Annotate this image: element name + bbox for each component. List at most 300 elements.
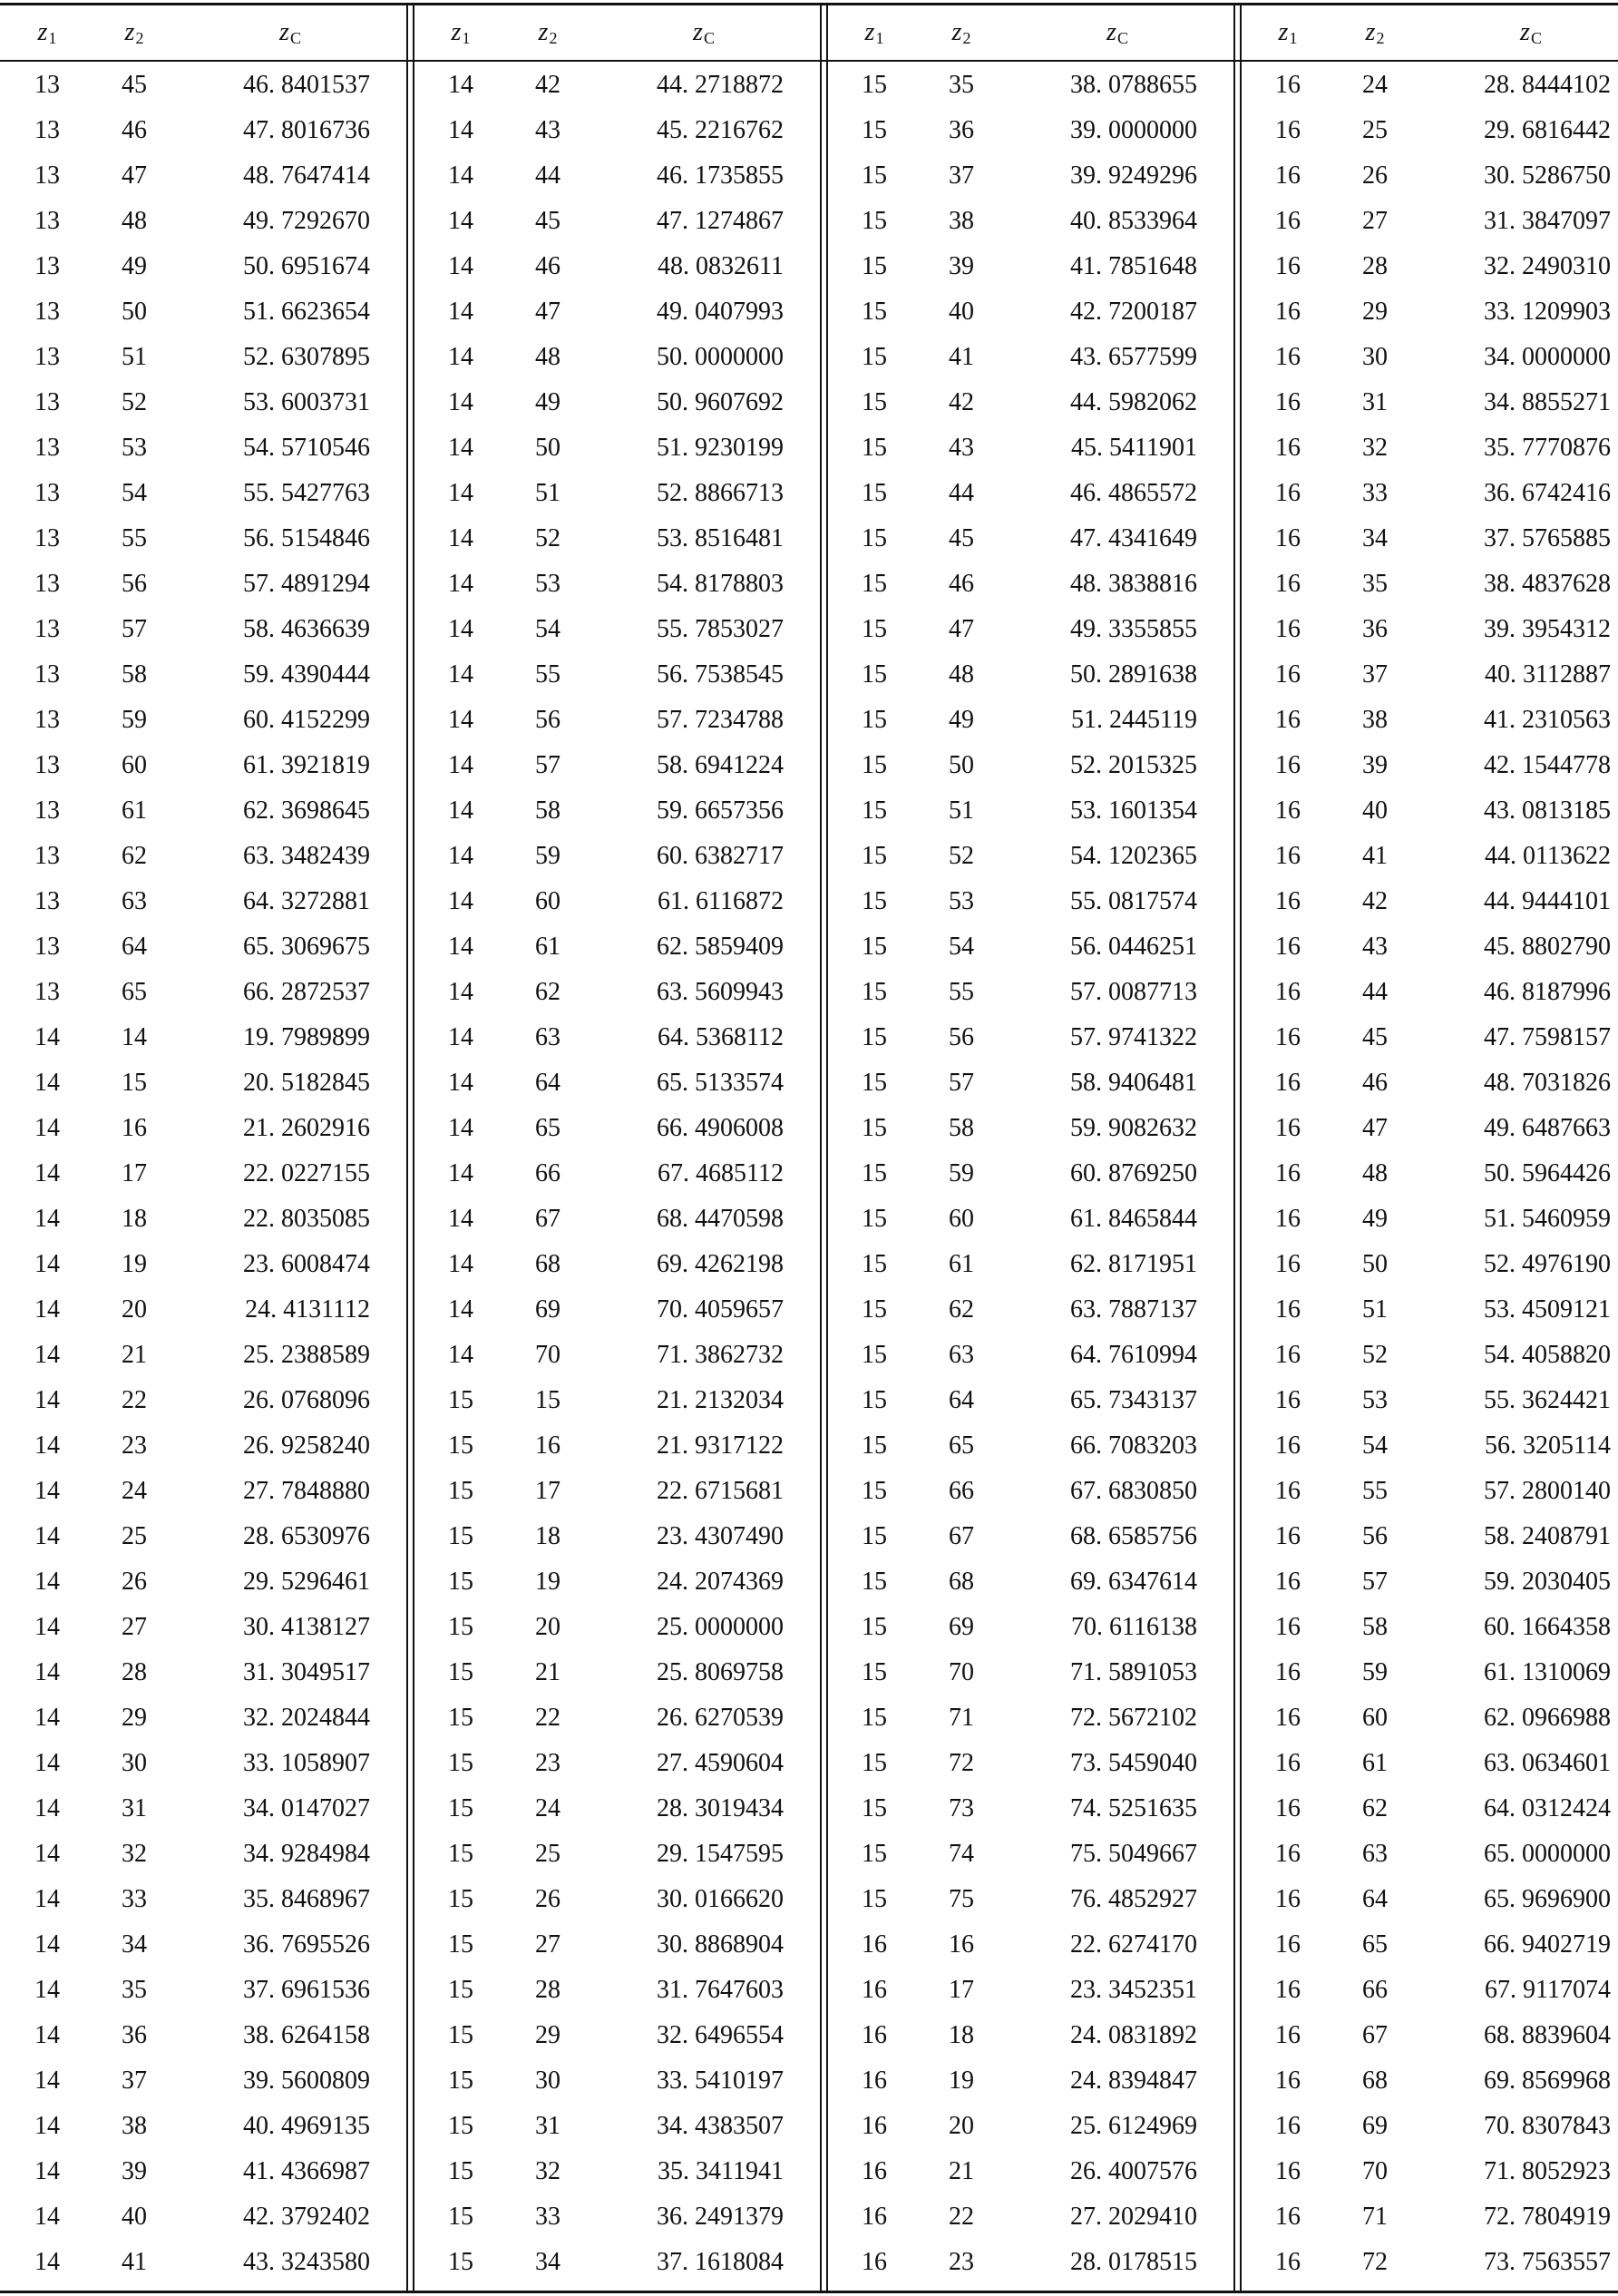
cell-z2: 67 bbox=[535, 1205, 560, 1233]
cell-zc: 58. 4636639 bbox=[243, 615, 370, 643]
cell-z1: 16 bbox=[1275, 660, 1301, 689]
cell-z1: 14 bbox=[34, 1295, 60, 1324]
cell-z1: 16 bbox=[1275, 842, 1301, 870]
cell-z2: 20 bbox=[535, 1613, 560, 1641]
cell-z1: 14 bbox=[34, 1658, 60, 1686]
cell-z2: 66 bbox=[535, 1159, 560, 1187]
cell-z1: 14 bbox=[448, 706, 473, 734]
cell-zc: 55. 0817574 bbox=[1070, 887, 1197, 915]
cell-zc: 71. 5891053 bbox=[1070, 1658, 1197, 1686]
cell-zc: 26. 6270539 bbox=[657, 1704, 784, 1732]
cell-zc: 44. 9444101 bbox=[1484, 887, 1611, 915]
cell-z2: 34 bbox=[1362, 524, 1388, 552]
cell-z1: 14 bbox=[448, 1295, 473, 1324]
cell-zc: 48. 0832611 bbox=[658, 252, 784, 280]
cell-z2: 58 bbox=[1362, 1613, 1388, 1641]
cell-zc: 40. 4969135 bbox=[243, 2112, 370, 2140]
cell-z1: 15 bbox=[448, 1976, 473, 2004]
cell-zc: 71. 3862732 bbox=[657, 1341, 784, 1369]
cell-z1: 16 bbox=[1275, 1568, 1301, 1596]
cell-zc: 42. 3792402 bbox=[243, 2203, 370, 2231]
cell-zc: 57. 7234788 bbox=[657, 706, 784, 734]
cell-z1: 14 bbox=[448, 1023, 473, 1051]
cell-z1: 14 bbox=[34, 1930, 60, 1959]
cell-z2: 15 bbox=[122, 1069, 147, 1097]
cell-z1: 13 bbox=[34, 796, 60, 825]
cell-z2: 61 bbox=[535, 933, 560, 961]
block-separator bbox=[820, 4, 822, 2292]
cell-z1: 16 bbox=[862, 2021, 887, 2049]
cell-z1: 14 bbox=[34, 1159, 60, 1187]
cell-z1: 16 bbox=[1275, 2021, 1301, 2049]
cell-z2: 21 bbox=[949, 2157, 974, 2185]
cell-zc: 31. 3049517 bbox=[243, 1658, 370, 1686]
cell-zc: 22. 0227155 bbox=[243, 1159, 370, 1187]
cell-z1: 14 bbox=[34, 2066, 60, 2095]
cell-zc: 24. 4131112 bbox=[245, 1295, 370, 1324]
cell-z1: 15 bbox=[448, 2248, 473, 2276]
cell-z1: 15 bbox=[862, 1386, 887, 1414]
cell-zc: 30. 4138127 bbox=[243, 1613, 370, 1641]
cell-z1: 16 bbox=[1275, 479, 1301, 507]
cell-z2: 15 bbox=[535, 1386, 560, 1414]
cell-z2: 42 bbox=[949, 388, 974, 416]
cell-z2: 71 bbox=[1362, 2203, 1388, 2231]
cell-z2: 58 bbox=[535, 796, 560, 825]
cell-zc: 25. 2388589 bbox=[243, 1341, 370, 1369]
cell-zc: 34. 4383507 bbox=[657, 2112, 784, 2140]
cell-z2: 53 bbox=[1362, 1386, 1388, 1414]
cell-z2: 35 bbox=[122, 1976, 147, 2004]
cell-z1: 14 bbox=[448, 887, 473, 915]
cell-z2: 50 bbox=[122, 298, 147, 326]
cell-z2: 70 bbox=[1362, 2157, 1388, 2185]
cell-z1: 14 bbox=[448, 343, 473, 371]
block-separator bbox=[1233, 4, 1235, 2292]
cell-z2: 62 bbox=[535, 978, 560, 1006]
cell-zc: 26. 0768096 bbox=[243, 1386, 370, 1414]
cell-zc: 33. 5410197 bbox=[657, 2066, 784, 2095]
cell-zc: 52. 2015325 bbox=[1070, 751, 1197, 779]
cell-z2: 36 bbox=[122, 2021, 147, 2049]
cell-z2: 64 bbox=[949, 1386, 974, 1414]
cell-zc: 44. 0113622 bbox=[1485, 842, 1611, 870]
cell-z1: 15 bbox=[862, 524, 887, 552]
cell-z2: 54 bbox=[122, 479, 147, 507]
cell-zc: 21. 2132034 bbox=[657, 1386, 784, 1414]
cell-zc: 50. 2891638 bbox=[1070, 660, 1197, 689]
cell-zc: 39. 5600809 bbox=[243, 2066, 370, 2095]
cell-z2: 32 bbox=[1362, 434, 1388, 462]
cell-z2: 48 bbox=[122, 207, 147, 235]
cell-z1: 14 bbox=[34, 1114, 60, 1142]
cell-z1: 16 bbox=[1275, 1749, 1301, 1777]
cell-z2: 28 bbox=[1362, 252, 1388, 280]
cell-z1: 15 bbox=[862, 1749, 887, 1777]
cell-z2: 47 bbox=[122, 161, 147, 190]
cell-z2: 45 bbox=[122, 71, 147, 99]
cell-z1: 13 bbox=[34, 978, 60, 1006]
cell-z2: 30 bbox=[535, 2066, 560, 2095]
cell-z1: 13 bbox=[34, 842, 60, 870]
cell-z1: 14 bbox=[448, 615, 473, 643]
cell-zc: 62. 0966988 bbox=[1484, 1704, 1611, 1732]
cell-zc: 70. 4059657 bbox=[657, 1295, 784, 1324]
cell-zc: 47. 7598157 bbox=[1484, 1023, 1611, 1051]
cell-zc: 53. 4509121 bbox=[1484, 1295, 1611, 1324]
cell-z2: 30 bbox=[122, 1749, 147, 1777]
cell-zc: 29. 5296461 bbox=[243, 1568, 370, 1596]
cell-z2: 27 bbox=[535, 1930, 560, 1959]
cell-zc: 63. 0634601 bbox=[1484, 1749, 1611, 1777]
cell-z1: 16 bbox=[862, 2203, 887, 2231]
cell-z1: 14 bbox=[34, 1341, 60, 1369]
cell-z1: 15 bbox=[862, 887, 887, 915]
cell-zc: 61. 3921819 bbox=[243, 751, 370, 779]
cell-zc: 65. 7343137 bbox=[1070, 1386, 1197, 1414]
cell-zc: 55. 7853027 bbox=[657, 615, 784, 643]
cell-z1: 15 bbox=[448, 1930, 473, 1959]
cell-z1: 15 bbox=[862, 1840, 887, 1868]
header-zc: $z_C$ bbox=[1520, 18, 1542, 47]
cell-zc: 49. 0407993 bbox=[657, 298, 784, 326]
cell-zc: 28. 0178515 bbox=[1070, 2248, 1197, 2276]
cell-zc: 64. 7610994 bbox=[1070, 1341, 1197, 1369]
block-separator bbox=[826, 4, 828, 2292]
cell-zc: 34. 8855271 bbox=[1484, 388, 1611, 416]
cell-z2: 37 bbox=[949, 161, 974, 190]
cell-z2: 21 bbox=[122, 1341, 147, 1369]
cell-zc: 24. 0831892 bbox=[1070, 2021, 1197, 2049]
cell-zc: 60. 4152299 bbox=[243, 706, 370, 734]
cell-z2: 65 bbox=[122, 978, 147, 1006]
cell-z2: 58 bbox=[949, 1114, 974, 1142]
cell-z1: 14 bbox=[448, 933, 473, 961]
cell-zc: 65. 5133574 bbox=[657, 1069, 784, 1097]
cell-z1: 14 bbox=[34, 1976, 60, 2004]
cell-z1: 15 bbox=[448, 1885, 473, 1913]
cell-z2: 60 bbox=[1362, 1704, 1388, 1732]
cell-z2: 24 bbox=[535, 1794, 560, 1822]
cell-z1: 16 bbox=[1275, 1885, 1301, 1913]
cell-zc: 73. 5459040 bbox=[1070, 1749, 1197, 1777]
cell-z2: 56 bbox=[949, 1023, 974, 1051]
cell-z1: 15 bbox=[448, 2021, 473, 2049]
cell-z1: 16 bbox=[862, 2066, 887, 2095]
cell-z2: 19 bbox=[949, 2066, 974, 2095]
cell-zc: 55. 3624421 bbox=[1484, 1386, 1611, 1414]
cell-zc: 22. 8035085 bbox=[243, 1205, 370, 1233]
cell-z1: 14 bbox=[448, 116, 473, 144]
cell-z2: 67 bbox=[949, 1522, 974, 1550]
cell-z2: 53 bbox=[122, 434, 147, 462]
cell-z2: 56 bbox=[535, 706, 560, 734]
cell-z2: 47 bbox=[535, 298, 560, 326]
cell-z2: 45 bbox=[949, 524, 974, 552]
cell-zc: 52. 8866713 bbox=[657, 479, 784, 507]
cell-zc: 52. 4976190 bbox=[1484, 1250, 1611, 1278]
cell-z2: 55 bbox=[949, 978, 974, 1006]
cell-z2: 35 bbox=[949, 71, 974, 99]
cell-z2: 28 bbox=[535, 1976, 560, 2004]
cell-z2: 63 bbox=[122, 887, 147, 915]
cell-zc: 59. 4390444 bbox=[243, 660, 370, 689]
cell-zc: 24. 2074369 bbox=[657, 1568, 784, 1596]
cell-z1: 13 bbox=[34, 207, 60, 235]
header-zc: $z_C$ bbox=[1106, 18, 1128, 47]
cell-z1: 15 bbox=[862, 388, 887, 416]
block-separator bbox=[1240, 4, 1242, 2292]
cell-z1: 15 bbox=[862, 1114, 887, 1142]
cell-z2: 70 bbox=[949, 1658, 974, 1686]
cell-zc: 27. 4590604 bbox=[657, 1749, 784, 1777]
cell-z2: 32 bbox=[122, 1840, 147, 1868]
cell-zc: 66. 7083203 bbox=[1070, 1431, 1197, 1460]
cell-z2: 60 bbox=[949, 1205, 974, 1233]
cell-zc: 49. 7292670 bbox=[243, 207, 370, 235]
cell-zc: 60. 6382717 bbox=[657, 842, 784, 870]
cell-z1: 16 bbox=[1275, 2066, 1301, 2095]
cell-z2: 68 bbox=[1362, 2066, 1388, 2095]
cell-zc: 46. 8187996 bbox=[1484, 978, 1611, 1006]
cell-z2: 48 bbox=[949, 660, 974, 689]
cell-z2: 42 bbox=[535, 71, 560, 99]
cell-zc: 70. 6116138 bbox=[1071, 1613, 1197, 1641]
cell-z2: 32 bbox=[535, 2157, 560, 2185]
cell-zc: 31. 3847097 bbox=[1484, 207, 1611, 235]
cell-z2: 34 bbox=[122, 1930, 147, 1959]
cell-z2: 21 bbox=[535, 1658, 560, 1686]
cell-zc: 23. 3452351 bbox=[1070, 1976, 1197, 2004]
cell-z1: 16 bbox=[1275, 1704, 1301, 1732]
cell-z1: 15 bbox=[862, 1341, 887, 1369]
cell-z2: 29 bbox=[535, 2021, 560, 2049]
cell-z1: 16 bbox=[1275, 71, 1301, 99]
cell-z2: 33 bbox=[122, 1885, 147, 1913]
cell-zc: 43. 0813185 bbox=[1484, 796, 1611, 825]
cell-z1: 14 bbox=[448, 479, 473, 507]
cell-zc: 61. 6116872 bbox=[658, 887, 784, 915]
cell-zc: 21. 2602916 bbox=[243, 1114, 370, 1142]
cell-zc: 34. 9284984 bbox=[243, 1840, 370, 1868]
cell-zc: 41. 2310563 bbox=[1484, 706, 1611, 734]
cell-z1: 14 bbox=[448, 1341, 473, 1369]
cell-z2: 62 bbox=[949, 1295, 974, 1324]
cell-zc: 46. 8401537 bbox=[243, 71, 370, 99]
cell-z1: 15 bbox=[862, 842, 887, 870]
cell-z1: 16 bbox=[1275, 570, 1301, 598]
cell-z2: 41 bbox=[949, 343, 974, 371]
cell-zc: 53. 1601354 bbox=[1070, 796, 1197, 825]
cell-zc: 21. 9317122 bbox=[657, 1431, 784, 1460]
cell-z2: 71 bbox=[949, 1704, 974, 1732]
cell-z1: 16 bbox=[1275, 2203, 1301, 2231]
cell-z2: 57 bbox=[949, 1069, 974, 1097]
cell-zc: 50. 5964426 bbox=[1484, 1159, 1611, 1187]
cell-zc: 74. 5251635 bbox=[1070, 1794, 1197, 1822]
header-z1: $z_1$ bbox=[864, 18, 884, 47]
cell-zc: 25. 0000000 bbox=[657, 1613, 784, 1641]
cell-z2: 45 bbox=[1362, 1023, 1388, 1051]
cell-z1: 15 bbox=[862, 1568, 887, 1596]
cell-z1: 15 bbox=[862, 660, 887, 689]
cell-zc: 69. 6347614 bbox=[1070, 1568, 1197, 1596]
cell-z1: 13 bbox=[34, 751, 60, 779]
cell-z1: 16 bbox=[1275, 524, 1301, 552]
cell-zc: 53. 6003731 bbox=[243, 388, 370, 416]
cell-z1: 16 bbox=[1275, 706, 1301, 734]
cell-z1: 16 bbox=[1275, 887, 1301, 915]
cell-zc: 59. 9082632 bbox=[1070, 1114, 1197, 1142]
cell-zc: 36. 2491379 bbox=[657, 2203, 784, 2231]
cell-zc: 48. 7031826 bbox=[1484, 1069, 1611, 1097]
cell-z2: 38 bbox=[122, 2112, 147, 2140]
cell-z1: 16 bbox=[1275, 1250, 1301, 1278]
cell-z1: 16 bbox=[862, 2157, 887, 2185]
cell-z1: 15 bbox=[448, 1386, 473, 1414]
cell-z1: 16 bbox=[1275, 796, 1301, 825]
cell-z2: 48 bbox=[1362, 1159, 1388, 1187]
cell-z2: 39 bbox=[122, 2157, 147, 2185]
cell-zc: 39. 9249296 bbox=[1070, 161, 1197, 190]
cell-zc: 59. 6657356 bbox=[657, 796, 784, 825]
cell-zc: 30. 5286750 bbox=[1484, 161, 1611, 190]
cell-zc: 71. 8052923 bbox=[1484, 2157, 1611, 2185]
cell-z2: 41 bbox=[122, 2248, 147, 2276]
cell-zc: 64. 5368112 bbox=[658, 1023, 784, 1051]
cell-z2: 17 bbox=[949, 1976, 974, 2004]
cell-z1: 15 bbox=[448, 1704, 473, 1732]
cell-z2: 57 bbox=[1362, 1568, 1388, 1596]
cell-z1: 14 bbox=[448, 388, 473, 416]
cell-z2: 49 bbox=[949, 706, 974, 734]
cell-zc: 54. 1202365 bbox=[1070, 842, 1197, 870]
cell-z2: 53 bbox=[535, 570, 560, 598]
header-z2: $z_2$ bbox=[124, 18, 144, 47]
cell-z1: 13 bbox=[34, 434, 60, 462]
cell-zc: 51. 9230199 bbox=[657, 434, 784, 462]
cell-z1: 14 bbox=[448, 71, 473, 99]
cell-z1: 16 bbox=[1275, 1930, 1301, 1959]
cell-z1: 16 bbox=[1275, 1840, 1301, 1868]
cell-z1: 15 bbox=[448, 1522, 473, 1550]
cell-z1: 16 bbox=[1275, 615, 1301, 643]
cell-zc: 26. 4007576 bbox=[1070, 2157, 1197, 2185]
cell-zc: 67. 6830850 bbox=[1070, 1477, 1197, 1505]
cell-z2: 69 bbox=[949, 1613, 974, 1641]
cell-z2: 25 bbox=[122, 1522, 147, 1550]
cell-z1: 16 bbox=[1275, 1794, 1301, 1822]
cell-zc: 60. 1664358 bbox=[1484, 1613, 1611, 1641]
cell-z2: 68 bbox=[535, 1250, 560, 1278]
cell-zc: 46. 4865572 bbox=[1070, 479, 1197, 507]
cell-z1: 15 bbox=[862, 116, 887, 144]
cell-z2: 60 bbox=[122, 751, 147, 779]
cell-z2: 39 bbox=[1362, 751, 1388, 779]
cell-z2: 63 bbox=[1362, 1840, 1388, 1868]
cell-z1: 16 bbox=[1275, 1069, 1301, 1097]
cell-z2: 36 bbox=[949, 116, 974, 144]
cell-z1: 15 bbox=[862, 1794, 887, 1822]
cell-z2: 75 bbox=[949, 1885, 974, 1913]
cell-zc: 76. 4852927 bbox=[1070, 1885, 1197, 1913]
cell-z2: 43 bbox=[535, 116, 560, 144]
cell-z1: 15 bbox=[448, 1658, 473, 1686]
cell-z1: 14 bbox=[448, 1205, 473, 1233]
cell-z1: 13 bbox=[34, 706, 60, 734]
cell-z1: 15 bbox=[862, 570, 887, 598]
cell-z2: 41 bbox=[1362, 842, 1388, 870]
cell-z1: 15 bbox=[448, 1749, 473, 1777]
cell-zc: 26. 9258240 bbox=[243, 1431, 370, 1460]
cell-z2: 65 bbox=[949, 1431, 974, 1460]
cell-z1: 14 bbox=[34, 1749, 60, 1777]
cell-z2: 67 bbox=[1362, 2021, 1388, 2049]
cell-z2: 34 bbox=[535, 2248, 560, 2276]
cell-z1: 14 bbox=[448, 1250, 473, 1278]
cell-zc: 38. 4837628 bbox=[1484, 570, 1611, 598]
cell-z1: 16 bbox=[1275, 1386, 1301, 1414]
cell-z2: 36 bbox=[1362, 615, 1388, 643]
cell-z1: 14 bbox=[448, 161, 473, 190]
cell-z1: 16 bbox=[862, 1976, 887, 2004]
header-z2: $z_2$ bbox=[951, 18, 971, 47]
cell-zc: 53. 8516481 bbox=[657, 524, 784, 552]
cell-z2: 55 bbox=[122, 524, 147, 552]
cell-z2: 44 bbox=[1362, 978, 1388, 1006]
cell-z2: 60 bbox=[535, 887, 560, 915]
cell-zc: 28. 3019434 bbox=[657, 1794, 784, 1822]
cell-z2: 18 bbox=[949, 2021, 974, 2049]
cell-z1: 16 bbox=[1275, 1658, 1301, 1686]
cell-zc: 58. 6941224 bbox=[657, 751, 784, 779]
cell-zc: 27. 2029410 bbox=[1070, 2203, 1197, 2231]
cell-z2: 69 bbox=[1362, 2112, 1388, 2140]
cell-z2: 64 bbox=[1362, 1885, 1388, 1913]
cell-zc: 61. 1310069 bbox=[1484, 1658, 1611, 1686]
cell-zc: 32. 2024844 bbox=[243, 1704, 370, 1732]
cell-z1: 16 bbox=[1275, 2157, 1301, 2185]
cell-zc: 50. 6951674 bbox=[243, 252, 370, 280]
cell-z1: 14 bbox=[34, 1250, 60, 1278]
cell-z2: 19 bbox=[535, 1568, 560, 1596]
cell-zc: 47. 4341649 bbox=[1070, 524, 1197, 552]
cell-z2: 66 bbox=[949, 1477, 974, 1505]
cell-z1: 15 bbox=[862, 1205, 887, 1233]
cell-z1: 15 bbox=[448, 1840, 473, 1868]
cell-z1: 16 bbox=[1275, 434, 1301, 462]
cell-z2: 17 bbox=[535, 1477, 560, 1505]
cell-z1: 16 bbox=[1275, 1522, 1301, 1550]
cell-zc: 67. 4685112 bbox=[658, 1159, 784, 1187]
cell-z2: 61 bbox=[949, 1250, 974, 1278]
cell-zc: 30. 0166620 bbox=[657, 1885, 784, 1913]
cell-zc: 30. 8868904 bbox=[657, 1930, 784, 1959]
cell-z2: 31 bbox=[122, 1794, 147, 1822]
cell-zc: 34. 0000000 bbox=[1484, 343, 1611, 371]
cell-z2: 22 bbox=[122, 1386, 147, 1414]
cell-z1: 15 bbox=[862, 796, 887, 825]
cell-zc: 44. 2718872 bbox=[657, 71, 784, 99]
cell-z1: 13 bbox=[34, 887, 60, 915]
cell-z1: 14 bbox=[448, 298, 473, 326]
cell-zc: 61. 8465844 bbox=[1070, 1205, 1197, 1233]
cell-z1: 14 bbox=[448, 796, 473, 825]
cell-z1: 15 bbox=[448, 2112, 473, 2140]
cell-zc: 22. 6715681 bbox=[657, 1477, 784, 1505]
cell-zc: 51. 6623654 bbox=[243, 298, 370, 326]
cell-z2: 16 bbox=[949, 1930, 974, 1959]
